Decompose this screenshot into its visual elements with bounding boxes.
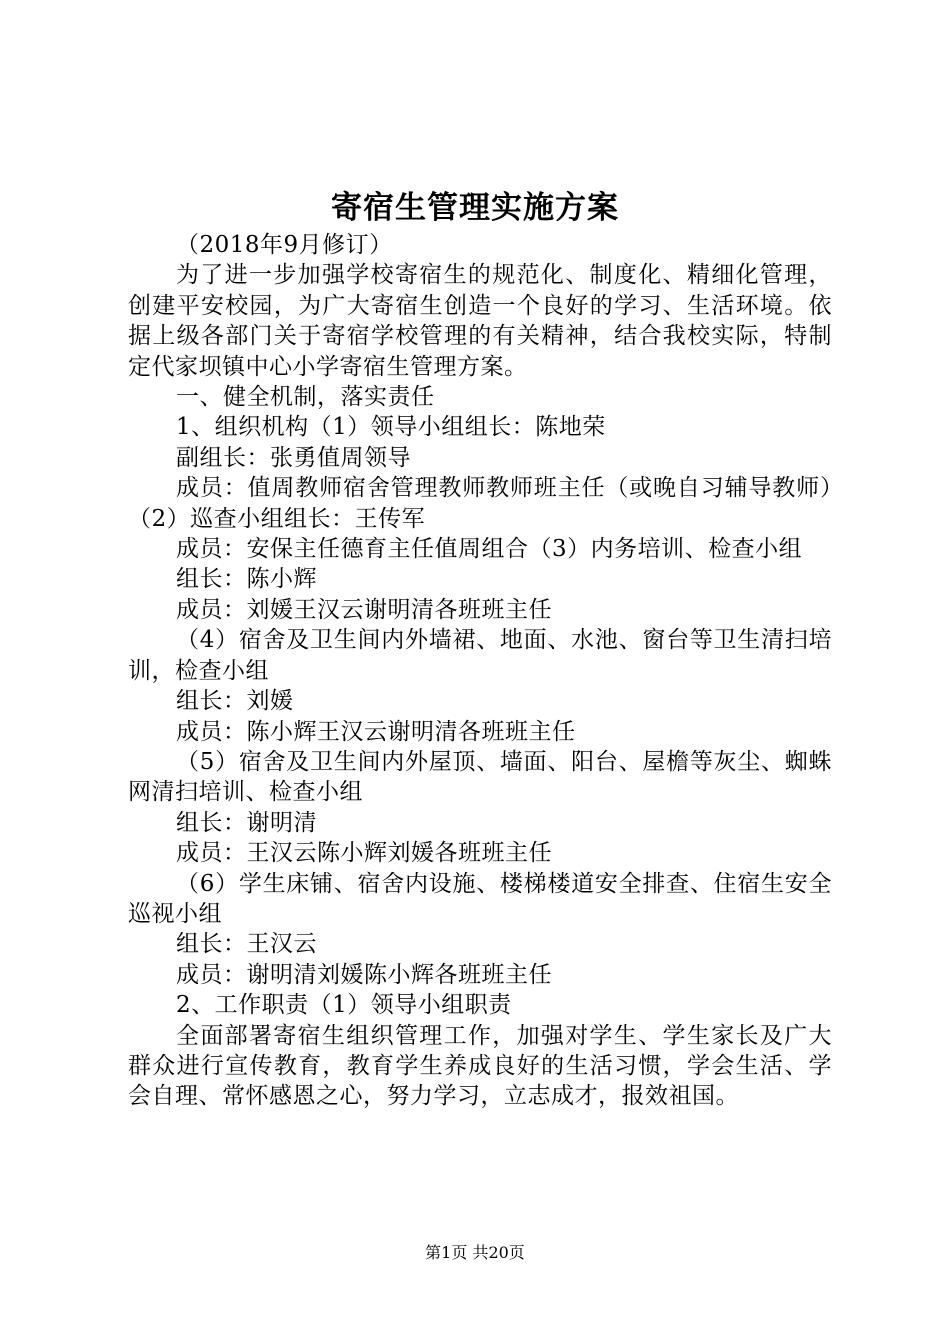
revision-note: （2018年9月修订） — [176, 232, 393, 258]
paragraph: 1、组织机构（1）领导小组组长：陈地荣 — [176, 414, 606, 441]
paragraph: 全面部署寄宿生组织管理工作，加强对学生、学生家长及广大群众进行宣传教育，教育学生养成良好的生活习惯，学会生活、学会自理、常怀感恩之心，努力学习，立志成才，报效祖国。 — [128, 1022, 832, 1110]
intro-paragraph: 为了进一步加强学校寄宿生的规范化、制度化、精细化管理，创建平安校园，为广大寄宿生创造一个良好的学习、生活环境。依据上级各部门关于寄宿学校管理的有关精神，结合我校实际，特制定代家坝镇中心小学寄宿生管理方案。 — [128, 262, 832, 380]
paragraph: 成员：值周教师宿舍管理教师教师班主任（或晚自习辅导教师）（2）巡查小组组长：王传军 — [128, 475, 832, 532]
paragraph: 成员：陈小辉王汉云谢明清各班班主任 — [176, 718, 576, 745]
paragraph: （6）学生床铺、宿舍内设施、楼梯楼道安全排查、住宿生安全巡视小组 — [128, 870, 832, 927]
paragraph: 成员：安保主任德育主任值周组合（3）内务培训、检查小组 — [176, 536, 803, 563]
paragraph: （4）宿舍及卫生间内外墙裙、地面、水池、窗台等卫生清扫培训，检查小组 — [128, 627, 832, 684]
paragraph: （5）宿舍及卫生间内外屋顶、墙面、阳台、屋檐等灰尘、蜘蛛网清扫培训、检查小组 — [128, 748, 832, 806]
document-body — [128, 230, 832, 1112]
section-heading: 一、健全机制，落实责任 — [176, 384, 435, 411]
paragraph: 副组长：张勇值周领导 — [176, 444, 411, 471]
document-title: 寄宿生管理实施方案 — [331, 190, 619, 226]
paragraph: 组长：陈小辉 — [176, 566, 317, 593]
paragraph: 组长：谢明清 — [176, 809, 317, 836]
paragraph: 组长：刘媛 — [176, 688, 294, 715]
paragraph: 成员：刘媛王汉云谢明清各班班主任 — [176, 596, 552, 623]
page-footer: 第1页 共20页 — [425, 1243, 525, 1262]
paragraph: 2、工作职责（1）领导小组职责 — [176, 992, 512, 1019]
paragraph: 组长：王汉云 — [176, 931, 317, 958]
paragraph: 成员：谢明清刘媛陈小辉各班班主任 — [176, 961, 552, 988]
paragraph: 成员：王汉云陈小辉刘媛各班班主任 — [176, 840, 552, 867]
